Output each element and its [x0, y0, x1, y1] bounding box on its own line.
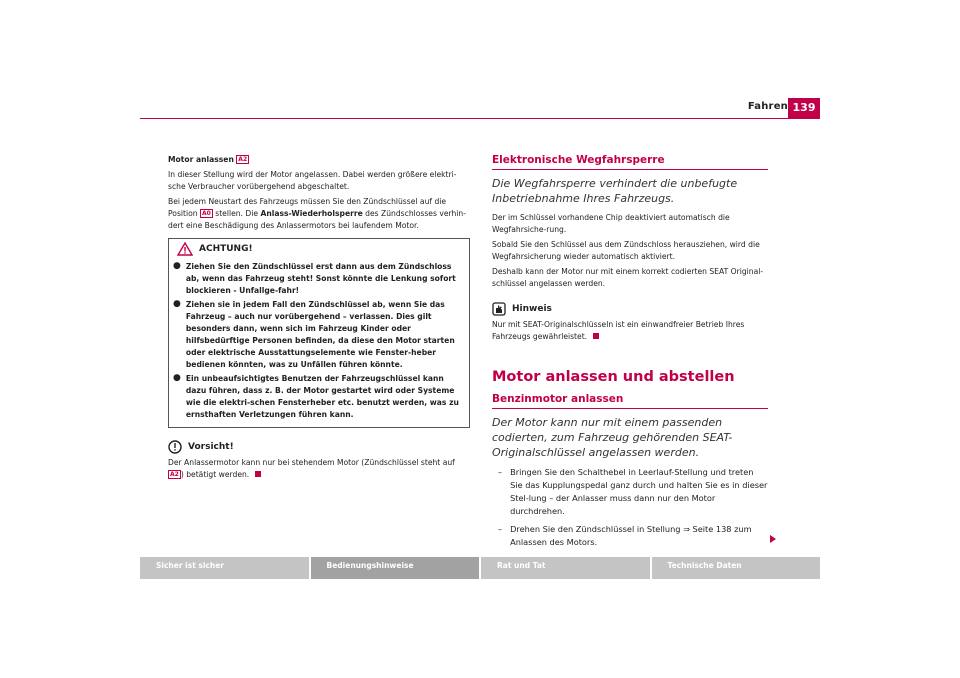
- footer-tab-operation[interactable]: Bedienungshinweise: [311, 557, 480, 579]
- left-p2-start: Bei jedem Neustart des Fahrzeugs müssen Sie den Zündschlüssel auf die Position: [168, 197, 447, 218]
- step-text: Drehen Sie den Zündschlüssel in Stellung ⇒ Seite 138 zum Anlassen des Motors.: [510, 524, 752, 547]
- petrol-engine-heading: Benzinmotor anlassen: [492, 393, 768, 409]
- petrol-engine-intro: Der Motor kann nur mit einem passenden codierten, zum Fahrzeug gehörenden SEAT-Originalschlüssel angelassen werden.: [492, 416, 733, 459]
- bullet-icon: ●: [173, 261, 181, 271]
- immobilizer-paragraph-3: Deshalb kann der Motor nur mit einem korrekt codierten SEAT Original-schlüssel angelassen werden.: [492, 267, 764, 288]
- note-text: [492, 319, 768, 343]
- caution-header: [168, 440, 470, 454]
- left-paragraph-2: [168, 196, 470, 232]
- warning-title: ACHTUNG!: [199, 244, 253, 254]
- section-end-marker: [255, 471, 261, 477]
- bullet-icon: ●: [173, 373, 181, 383]
- page-number: 139: [788, 98, 820, 118]
- footer-tab-tips[interactable]: Rat und Tat: [481, 557, 650, 579]
- footer-tab-technical[interactable]: Technische Daten: [652, 557, 821, 579]
- left-paragraph-1: In dieser Stellung wird der Motor angelassen. Dabei werden größere elektri-sche Verbraucher vorübergehend abgeschaltet.: [168, 170, 457, 191]
- chapter-heading: Motor anlassen und abstellen: [492, 369, 735, 385]
- header-rule: [140, 118, 820, 119]
- immobilizer-heading: Elektronische Wegfahrsperre: [492, 154, 768, 170]
- dash-marker: –: [498, 467, 503, 477]
- section-end-marker: [593, 333, 599, 339]
- left-p2-end: des Zündschlosses verhin-dert eine Beschädigung des Anlassermotors bei laufendem Motor.: [168, 209, 466, 230]
- immobilizer-paragraph-2: Sobald Sie den Schlüssel aus dem Zündschloss herausziehen, wird die Wegfahrsicherung wieder automatisch aktiviert.: [492, 240, 760, 261]
- warning-item-text: Ein unbeaufsichtigtes Benutzen der Fahrzeugschlüssel kann dazu führen, dass z. B. der Motor gestartet wird oder Systeme wie die elektri-schen Fensterheber etc. benutzt werden, was zu ernsthaften Verletzungen führen kann.: [185, 374, 459, 419]
- note-title: Hinweis: [512, 304, 552, 314]
- position-ref-a0: A0: [202, 210, 211, 217]
- note-text-content: Nur mit SEAT-Originalschlüsseln ist ein einwandfreier Betrieb Ihres Fahrzeugs gewährleistet.: [492, 320, 745, 341]
- note-hand-icon: [492, 302, 506, 316]
- note-header: [492, 302, 768, 316]
- list-item: [492, 466, 768, 518]
- footer-tab-safety[interactable]: Sicher ist sicher: [140, 557, 309, 579]
- position-ref-a2: A2: [238, 156, 248, 163]
- warning-item-text: Ziehen Sie den Zündschlüssel erst dann aus dem Zündschloss ab, wenn das Fahrzeug steht! Sonst könnte die Lenkung sofort blockieren - Unfallge-fahr!: [185, 262, 456, 295]
- bullet-icon: ●: [173, 299, 181, 309]
- immobilizer-paragraph-1: Der im Schlüssel vorhandene Chip deaktiviert automatisch die Wegfahrsiche-rung.: [492, 213, 730, 234]
- left-column: [168, 154, 470, 484]
- warning-header: [177, 242, 465, 256]
- immobilizer-intro: Die Wegfahrsperre verhindert die unbefugte Inbetriebnahme Ihres Fahrzeugs.: [492, 177, 738, 205]
- caution-title: Vorsicht!: [188, 442, 234, 452]
- warning-triangle-icon: [177, 242, 193, 256]
- warning-item: [173, 373, 465, 421]
- warning-item-text: Ziehen sie in jedem Fall den Zündschlüssel ab, wenn Sie das Fahrzeug – auch nur vorübergehend – verlassen. Dies gilt besonders dann, wenn sich im Fahrzeug Kinder oder hilfsbedürftige Personen befinden, da diese den Motor starten oder elektrische Ausstattungselemente wie Fenster-heber bedienen könnten, was zu Unfällen führen könnte.: [185, 300, 455, 369]
- caution-text: [168, 457, 470, 481]
- footer-nav: [140, 557, 820, 579]
- warning-box: [168, 238, 470, 428]
- right-column: [492, 154, 768, 554]
- list-item: [492, 523, 768, 549]
- continue-arrow-icon[interactable]: [770, 535, 776, 543]
- exclamation-circle-icon: [168, 440, 182, 454]
- warning-item: [173, 299, 465, 371]
- motor-anlassen-heading: Motor anlassen: [168, 155, 234, 164]
- left-p2-mid: stellen. Die: [215, 209, 259, 218]
- position-ref-a2: A2: [170, 471, 179, 478]
- dash-marker: –: [498, 524, 503, 534]
- page-title: Fahren: [747, 101, 788, 112]
- caution-text-end: ) betätigt werden.: [180, 470, 250, 479]
- warning-item: [173, 261, 465, 297]
- caution-text-start: Der Anlassermotor kann nur bei stehendem Motor (Zündschlüssel steht auf: [168, 458, 455, 467]
- left-p2-bold: Anlass-Wiederholsperre: [260, 209, 363, 218]
- step-text: Bringen Sie den Schalthebel in Leerlauf-Stellung und treten Sie das Kupplungspedal ganz durch und halten Sie es in dieser Stel-lung – der Anlasser muss dann nur den Motor durchdrehen.: [510, 467, 768, 516]
